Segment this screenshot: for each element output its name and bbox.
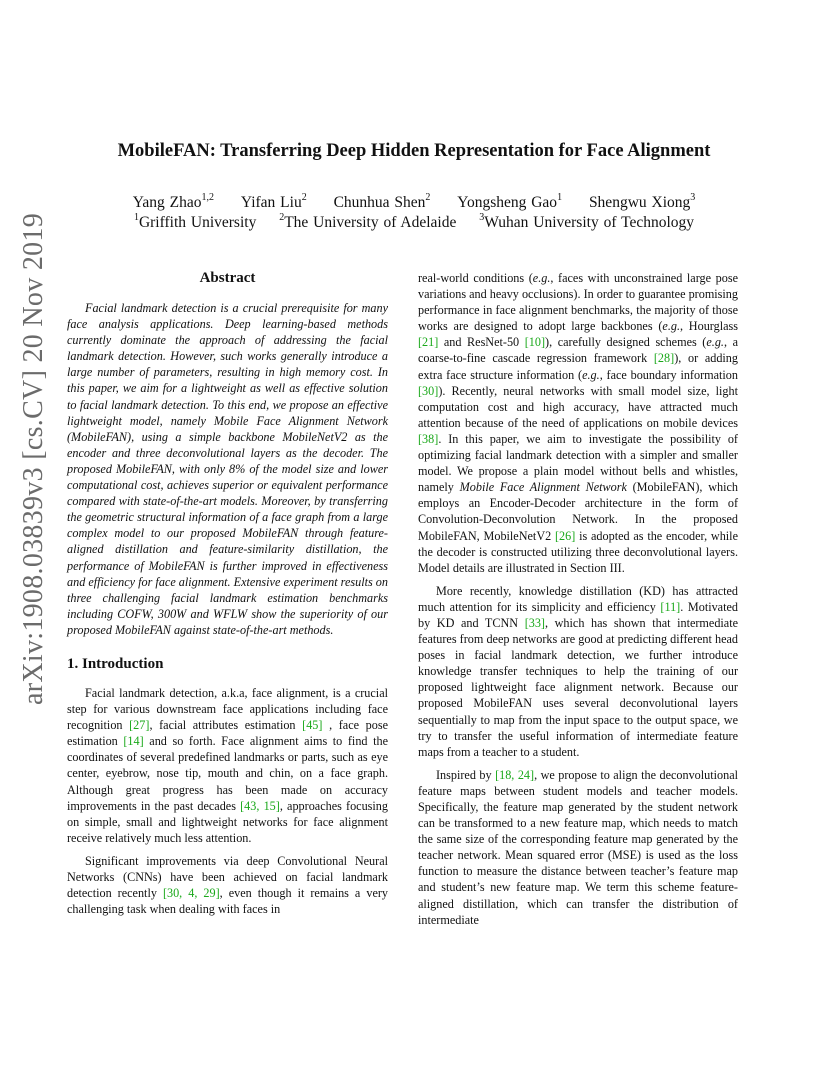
- paragraph: real-world conditions (e.g., faces with unconstrained large pose variations and heavy occlusions). In order to guarantee promising performance in face alignment benchmarks, the majority of those works are designed to adopt large backbones (e.g., Hourglass [21] and ResNet-50 [10]), carefully designed schemes (e.g., a coarse-to-fine cascade regression framework [28]), or adding extra face structure information (e.g., face boundary information [30]). Recently, neural networks with small model size, light computation cost and high accuracy, have attracted much attention because of the need of applications on mobile devices [38]. In this paper, we aim to investigate the possibility of optimizing facial landmark detection with a simpler and smaller model. We propose a plain model without bells and whistles, namely Mobile Face Alignment Network (MobileFAN), which employs an Encoder-Decoder architecture in the form of Convolution-Deconvolution Network. In the proposed MobileFAN, MobileNetV2 [26] is adopted as the encoder, while the decoder is constructed utilizing three deconvolutional layers. Model details are illustrated in Section III.: [418, 271, 739, 575]
- author-block: [0, 193, 828, 233]
- citation-link[interactable]: [38]: [418, 431, 439, 446]
- citation-link[interactable]: [27]: [129, 718, 150, 733]
- abstract-text: Facial landmark detection is a crucial prerequisite for many face analysis applications. Deep learning-based methods currently dominate the approach of addressing the facial landmark detection. However, such works generally introduce a large number of parameters, resulting in high memory cost. In this paper, we aim for a lightweight as well as effective solution to facial landmark detection. To this end, we propose an effective lightweight model, namely Mobile Face Alignment Network (MobileFAN), using a simple backbone MobileNetV2 as the encoder and three deconvolutional layers as the decoder. The proposed MobileFAN, with only 8% of the model size and lower computational cost, achieves superior or equivalent performance compared with state-of-the-art models. Moreover, by transferring the geometric structural information of a face graph from a large complex model to our proposed MobileFAN through feature-aligned distillation and feature-similarity distillation, the performance of MobileFAN is further improved in effectiveness and efficiency for face alignment. Extensive experiment results on three challenging facial landmark estimation benchmarks including COFW, 300W and WFLW show the superiority of our proposed MobileFAN against state-of-the-art methods.: [67, 301, 388, 637]
- citation-link[interactable]: [26]: [555, 528, 576, 543]
- abstract-heading: Abstract: [199, 270, 256, 286]
- citation-link[interactable]: [18, 24]: [495, 767, 535, 782]
- author: Shengwu Xiong$^3$: [588, 191, 696, 211]
- paper-title: MobileFAN: Transferring Deep Hidden Representation for Face Alignment: [117, 141, 711, 161]
- paragraph: Facial landmark detection, a.k.a, face alignment, is a crucial step for various downstream face applications including face recognition [27], facial attributes estimation [45] , face pose estimation [14] and so forth. Face alignment aims to find the coordinates of several predefined landmarks or parts, such as eye center, eyebrow, nose tip, mouth and chin, on a face graph. Although great progress has been made on accuracy improvements in the past decades [43, 15], approaches focusing on simple, small and lightweight networks for face alignment receive relatively much less attention.: [67, 685, 388, 845]
- affiliation: $^3$Wuhan University of Technology: [479, 211, 695, 231]
- citation-link[interactable]: [10]: [524, 335, 546, 350]
- affiliation: $^1$Griffith University: [133, 211, 257, 231]
- affiliation-list: [0, 213, 828, 233]
- author: Chunhua Shen$^2$: [333, 191, 431, 211]
- left-column: [67, 268, 388, 917]
- affiliation: $^2$The University of Adelaide: [279, 211, 457, 231]
- citation-link[interactable]: [43, 15]: [240, 798, 280, 813]
- section-heading-introduction: 1. Introduction: [67, 655, 164, 672]
- author: Yang Zhao$^{1,2}$: [132, 191, 214, 211]
- citation-link[interactable]: [28]: [653, 351, 675, 366]
- citation-link[interactable]: [21]: [418, 335, 439, 350]
- author-list: [0, 193, 828, 213]
- arxiv-identifier: arXiv:1908.03839v3 [cs.CV] 20 Nov 2019: [18, 212, 49, 705]
- right-column: [418, 270, 738, 928]
- paragraph: More recently, knowledge distillation (KD) has attracted much attention for its simplicity and efficiency [11]. Motivated by KD and TCNN [33], which has shown that intermediate features from deep networks are good at predicting different head poses in facial landmark detection, we further introduce knowledge transfer techniques to help the training of our proposed lightweight face alignment network. Because our proposed MobileFAN uses several deconvolutional layers sequentially to map from the input space to the output space, we try to transfer the useful information of intermediate feature maps from a teacher to a student.: [418, 583, 739, 759]
- paragraph: Significant improvements via deep Convolutional Neural Networks (CNNs) have been achieved on facial landmark detection recently [30, 4, 29], even though it remains a very challenging task when dealing with faces in: [67, 853, 389, 917]
- author: Yifan Liu$^2$: [240, 191, 307, 211]
- citation-link[interactable]: [33]: [524, 615, 545, 630]
- citation-link[interactable]: [11]: [660, 599, 681, 614]
- author: Yongsheng Gao$^1$: [457, 191, 563, 211]
- citation-link[interactable]: [14]: [123, 734, 144, 749]
- citation-link[interactable]: [45]: [302, 718, 323, 733]
- citation-link[interactable]: [30, 4, 29]: [162, 886, 220, 901]
- paragraph: Inspired by [18, 24], we propose to align the deconvolutional feature maps between student models and teacher models. Specifically, the feature map generated by the student network can be transformed to a new feature map, which needs to match the same size of the corresponding feature map generated by the teacher network. Mean squared error (MSE) is used as the loss function to measure the distance between teacher’s feature map and student’s new feature map. We term this scheme feature-aligned distillation, which can transfer the distribution of intermediate: [418, 767, 738, 927]
- citation-link[interactable]: [30]: [418, 383, 439, 398]
